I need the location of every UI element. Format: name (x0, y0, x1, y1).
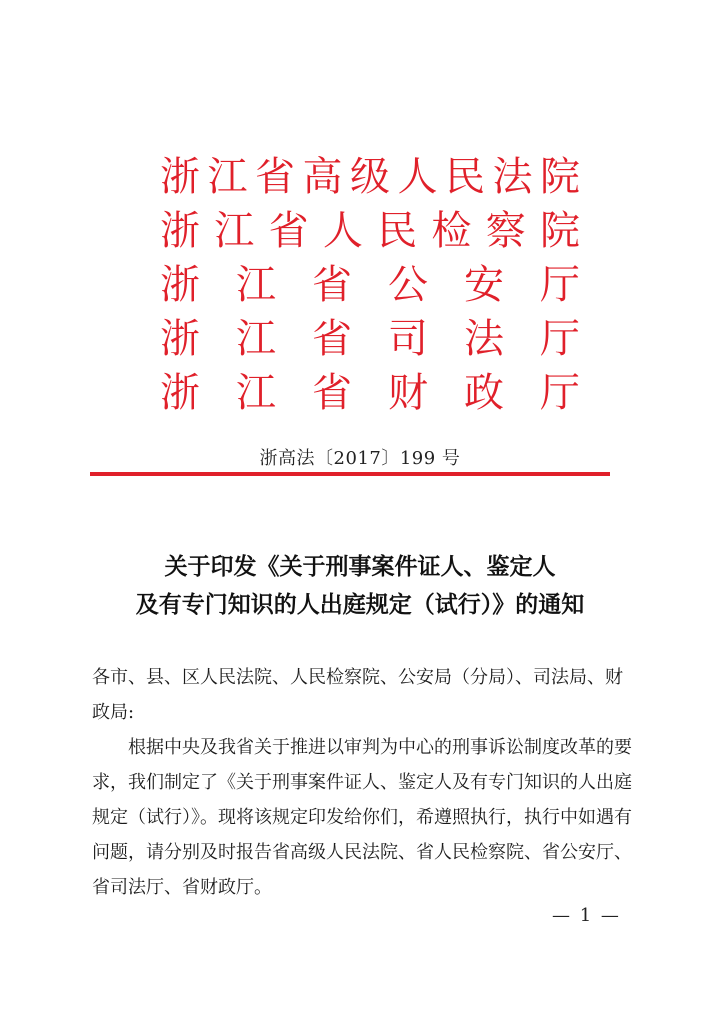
issuer-char: 厅 (540, 262, 580, 308)
issuer-char: 浙 (160, 208, 200, 254)
issuer-char: 省 (268, 208, 309, 254)
title-line-2: 及有专门知识的人出庭规定（试行）》的通知 (135, 592, 585, 618)
issuer-char: 浙 (160, 154, 200, 200)
issuer-char: 省 (312, 262, 352, 308)
issuer-char: 法 (464, 316, 504, 362)
issuer-char: 级 (350, 154, 390, 200)
document-number: 浙高法〔2017〕199 号 (259, 448, 461, 469)
red-divider-line (90, 472, 610, 476)
issuer-char: 厅 (540, 370, 580, 416)
issuer-char: 院 (539, 208, 580, 254)
issuer-char: 安 (464, 262, 504, 308)
addressee-paragraph: 各市、县、区人民法院、人民检察院、公安局（分局）、司法局、财政局: (92, 667, 623, 723)
issuer-char: 江 (236, 262, 276, 308)
issuer-char: 江 (236, 316, 276, 362)
issuer-char: 高 (302, 154, 343, 200)
issuer-char: 江 (207, 154, 248, 200)
main-paragraph: 根据中央及我省关于推进以审判为中心的刑事诉讼制度改革的要求，我们制定了《关于刑事案件证人、鉴定人及有专门知识的人出庭规定（试行）》。现将该规定印发给你们，希遵照执行，执行中如遇有问题，请分别及时报告省高级人民法院、省人民检察院、省公安厅、省司法厅、省财政厅。 (92, 737, 632, 898)
issuer-char: 民 (445, 154, 485, 200)
issuer-char: 政 (464, 370, 504, 416)
issuer-char: 财 (388, 370, 428, 416)
document-body (92, 660, 632, 905)
issuer-char: 院 (540, 154, 580, 200)
issuer-line-3 (160, 258, 580, 312)
issuer-char: 省 (312, 316, 352, 362)
issuer-char: 人 (322, 208, 363, 254)
title-line-1: 关于印发《关于刑事案件证人、鉴定人 (164, 554, 556, 580)
issuer-char: 厅 (540, 316, 580, 362)
issuer-char: 浙 (160, 370, 200, 416)
issuer-char: 江 (214, 208, 255, 254)
issuing-authorities (160, 150, 580, 420)
issuer-char: 省 (312, 370, 352, 416)
issuer-char: 人 (397, 154, 438, 200)
issuer-char: 浙 (160, 316, 200, 362)
issuer-char: 检 (431, 208, 472, 254)
issuer-line-4 (160, 312, 580, 366)
issuer-char: 公 (388, 262, 428, 308)
issuer-char: 察 (485, 208, 526, 254)
issuer-char: 司 (388, 316, 428, 362)
page-number: — 1 — (552, 905, 621, 926)
issuer-char: 民 (377, 208, 418, 254)
issuer-char: 江 (236, 370, 276, 416)
issuer-char: 浙 (160, 262, 200, 308)
issuer-char: 省 (255, 154, 295, 200)
issuer-line-1 (160, 150, 580, 204)
issuer-line-2 (160, 204, 580, 258)
issuer-line-5 (160, 366, 580, 420)
document-title (0, 548, 720, 624)
issuer-char: 法 (492, 154, 533, 200)
